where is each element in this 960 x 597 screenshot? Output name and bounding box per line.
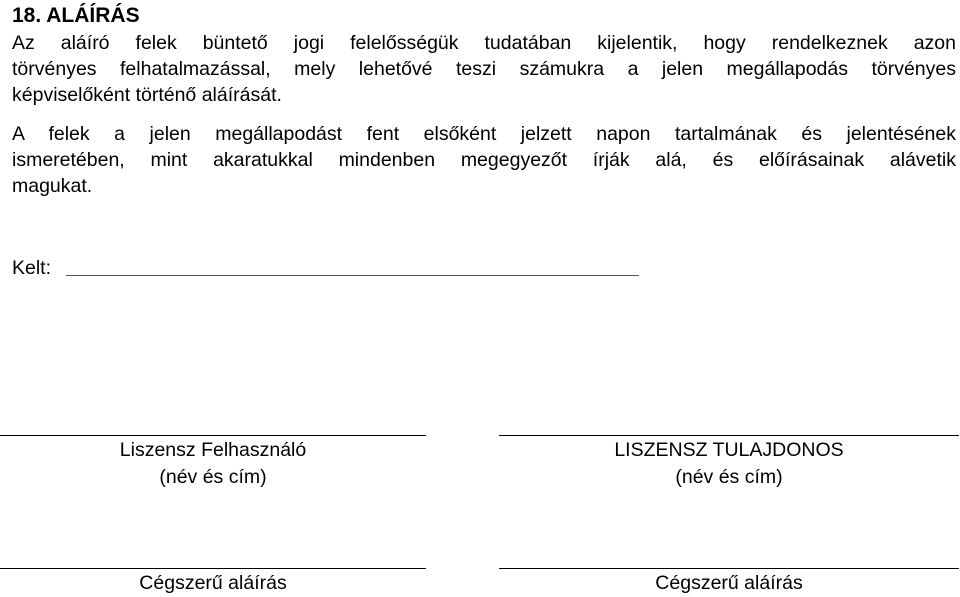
licensee-company-signature-label: Cégszerű aláírás bbox=[139, 572, 287, 594]
authorization-paragraph bbox=[12, 30, 956, 108]
paragraph-line: magukat. bbox=[12, 175, 93, 197]
owner-company-signature-label: Cégszerű aláírás bbox=[655, 572, 803, 594]
licensee-block bbox=[0, 437, 426, 491]
licensee-signature-line bbox=[0, 435, 426, 436]
paragraph-line: Az aláíró felek büntető jogi felelősségük tudatában kijelentik, hogy rendelkeznek azon bbox=[12, 32, 956, 54]
licensee-detail: (név és cím) bbox=[159, 466, 267, 488]
owner-name: LISZENSZ TULAJDONOS bbox=[614, 439, 844, 461]
agreement-paragraph bbox=[12, 121, 956, 199]
licensee-name: Liszensz Felhasználó bbox=[119, 439, 307, 461]
paragraph-line: ismeretében, mint akaratukkal mindenben megegyezőt írják alá, és előírásainak alávetik bbox=[12, 149, 956, 171]
paragraph-line: A felek a jelen megállapodást fent elsőként jelzett napon tartalmának és jelentésének bbox=[12, 123, 956, 145]
owner-signature-line bbox=[499, 435, 959, 436]
kelt-label: Kelt: bbox=[12, 257, 52, 279]
owner-company-signature-line bbox=[499, 568, 959, 569]
paragraph-line: képviselőként történő aláírását. bbox=[12, 84, 282, 106]
kelt-date-line bbox=[66, 275, 639, 276]
paragraph-line: törvényes felhatalmazással, mely lehetővé teszi számukra a jelen megállapodás törvényes bbox=[12, 58, 956, 80]
owner-block bbox=[499, 437, 959, 491]
section-heading: 18. ALÁÍRÁS bbox=[12, 4, 140, 27]
licensee-company-signature-line bbox=[0, 568, 426, 569]
owner-detail: (név és cím) bbox=[675, 466, 783, 488]
